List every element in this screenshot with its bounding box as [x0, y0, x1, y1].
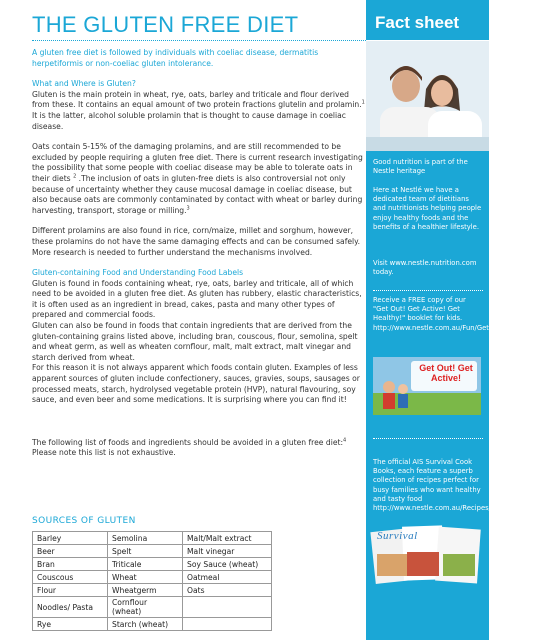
table-row — [33, 618, 272, 631]
section-heading: Gluten-containing Food and Understanding Food Labels — [32, 268, 244, 278]
paragraph-text: Gluten is the main protein in wheat, rye, oats, barley and triticale and flour derived from these. It contains an equal amount of two protein fractions glutelin and prolamin. — [32, 89, 362, 110]
table-cell: Malt vinegar — [183, 545, 272, 558]
paragraph-prolamins: Different prolamins are also found in rice, corn/maize, millet and sorghum, however, these prolamins do not have the same damaging effects and can be consumed safely. More research is needed to further understand the mechanisms involved. — [32, 226, 360, 257]
paragraph-text: Gluten can also be found in foods that contain ingredients that are derived from the gluten-containing grains listed above, including bran, couscous, flour, semolina, spelt and wheat germ, as well as wheaten cornflour, malt, malt extract, malt vinegar and starch derived from wheat. — [32, 321, 358, 362]
sources-table — [32, 531, 272, 631]
sidebar-dotted-divider — [373, 290, 483, 291]
list-intro — [32, 438, 366, 459]
table-cell: Malt/Malt extract — [183, 532, 272, 545]
table-cell: Starch (wheat) — [108, 618, 183, 631]
table-cell: Soy Sauce (wheat) — [183, 558, 272, 571]
table-cell: Rye — [33, 618, 108, 631]
table-cell: Couscous — [33, 571, 108, 584]
table-row — [33, 545, 272, 558]
family-photo-illustration — [366, 41, 489, 151]
sidebar-dotted-divider — [373, 438, 483, 439]
table-cell: Oatmeal — [183, 571, 272, 584]
table-row — [33, 558, 272, 571]
paragraph-text: Gluten is found in foods containing wheat, rye, oats, barley and triticale, all of which need to be avoided in a gluten free diet. As gluten has rubbery, elastic characteristics, it is often used as an ingredient in bread, cakes, pasta and many other types of prepared and commercial foods. — [32, 278, 362, 320]
footnote-ref: 1 — [361, 99, 365, 106]
footnote-ref: 2 — [73, 173, 77, 180]
paragraph-text: The following list of foods and ingredients should be avoided in a gluten free diet: — [32, 437, 344, 447]
article-body — [32, 48, 366, 469]
section-heading: What and Where is Gluten? — [32, 79, 136, 89]
paragraph-text: .The inclusion of oats in gluten-free diets is also controversial not only because of uncertainty whether they cause mucosal damage in coeliac disease, but also because oats are commonly contaminated by contact with wheat or barley during harvesting, transport, storage or milling. — [32, 173, 363, 215]
page-title: THE GLUTEN FREE DIET — [32, 12, 299, 37]
paragraph-text: Please note this list is not exhaustive. — [32, 448, 176, 458]
table-cell: Cornflour (wheat) — [108, 597, 183, 618]
sources-heading: SOURCES OF GLUTEN — [32, 516, 136, 526]
booklet-title: Get Out! Get Active! — [419, 363, 473, 383]
paragraph-text: It is the latter, alcohol soluble prolamin that is thought to cause damage in coeliac disease. — [32, 110, 346, 131]
table-cell: Spelt — [108, 545, 183, 558]
paragraph-text: Oats contain 5-15% of the damaging prolamins, and are still recommended to be excluded by people requiring a gluten free diet. There is current research investigating the possibility that some people with coeliac disease may be able to tolerate oats in their diets — [32, 142, 363, 183]
sidebar-cookbooks-text[interactable]: The official AIS Survival Cook Books, each feature a superb collection of recipes perfect for busy families who want healthy and tasty food http://www.nestle.com.au/Recipes/Survival — [373, 458, 519, 513]
table-cell: Wheatgerm — [108, 584, 183, 597]
section-gluten-foods — [32, 268, 366, 406]
table-cell: Beer — [33, 545, 108, 558]
section-what-is-gluten — [32, 79, 366, 132]
sidebar-free-copy-text[interactable]: Receive a FREE copy of our "Get Out! Get Active! Get Healthy!" booklet for kids. http://www.nestle.com.au/Fun/GetOutGetActive — [373, 296, 534, 332]
family-photo — [366, 41, 489, 151]
table-cell: Triticale — [108, 558, 183, 571]
fact-sheet-sidebar — [366, 0, 534, 640]
get-out-booklet-image — [373, 357, 481, 415]
sidebar-visit-link[interactable]: Visit www.nestle.nutrition.com today. — [373, 259, 477, 277]
paragraph-text: For this reason it is not always apparent which foods contain gluten. Examples of less apparent sources of gluten include confectionery, sauces, gravies, soups, sausages or processed meats, starch, hydrolysed vegetable protein (HVP), natural flavouring, soy sauce, and even beer and some medications. It is surprising where you can find it! — [32, 363, 360, 405]
table-row — [33, 597, 272, 618]
title-divider — [32, 40, 366, 41]
table-row — [33, 571, 272, 584]
paragraph-oats — [32, 142, 366, 216]
sidebar-nutrition-text: Good nutrition is part of the Nestle heritage — [373, 158, 468, 176]
table-cell: Barley — [33, 532, 108, 545]
table-cell: Flour — [33, 584, 108, 597]
table-row — [33, 532, 272, 545]
sources-of-gluten — [32, 516, 366, 631]
footnote-ref: 3 — [186, 205, 190, 212]
table-cell: Semolina — [108, 532, 183, 545]
table-cell: Wheat — [108, 571, 183, 584]
fact-sheet-title: Fact sheet — [375, 13, 460, 32]
table-cell: Oats — [183, 584, 272, 597]
cookbook-title: Survival — [377, 530, 418, 542]
table-row — [33, 584, 272, 597]
table-cell: Noodles/ Pasta — [33, 597, 108, 618]
table-cell — [183, 597, 272, 618]
table-cell — [183, 618, 272, 631]
table-cell: Bran — [33, 558, 108, 571]
footnote-ref: 4 — [343, 437, 347, 444]
intro-paragraph: A gluten free diet is followed by individuals with coeliac disease, dermatitis herpetiformis or non-coeliac gluten intolerance. — [32, 48, 319, 68]
sidebar-team-text: Here at Nestlé we have a dedicated team of dietitians and nutritionists helping people enjoy healthy foods and the benefits of a healthier lifestyle. — [373, 186, 482, 231]
survival-cookbooks-image — [373, 524, 481, 582]
